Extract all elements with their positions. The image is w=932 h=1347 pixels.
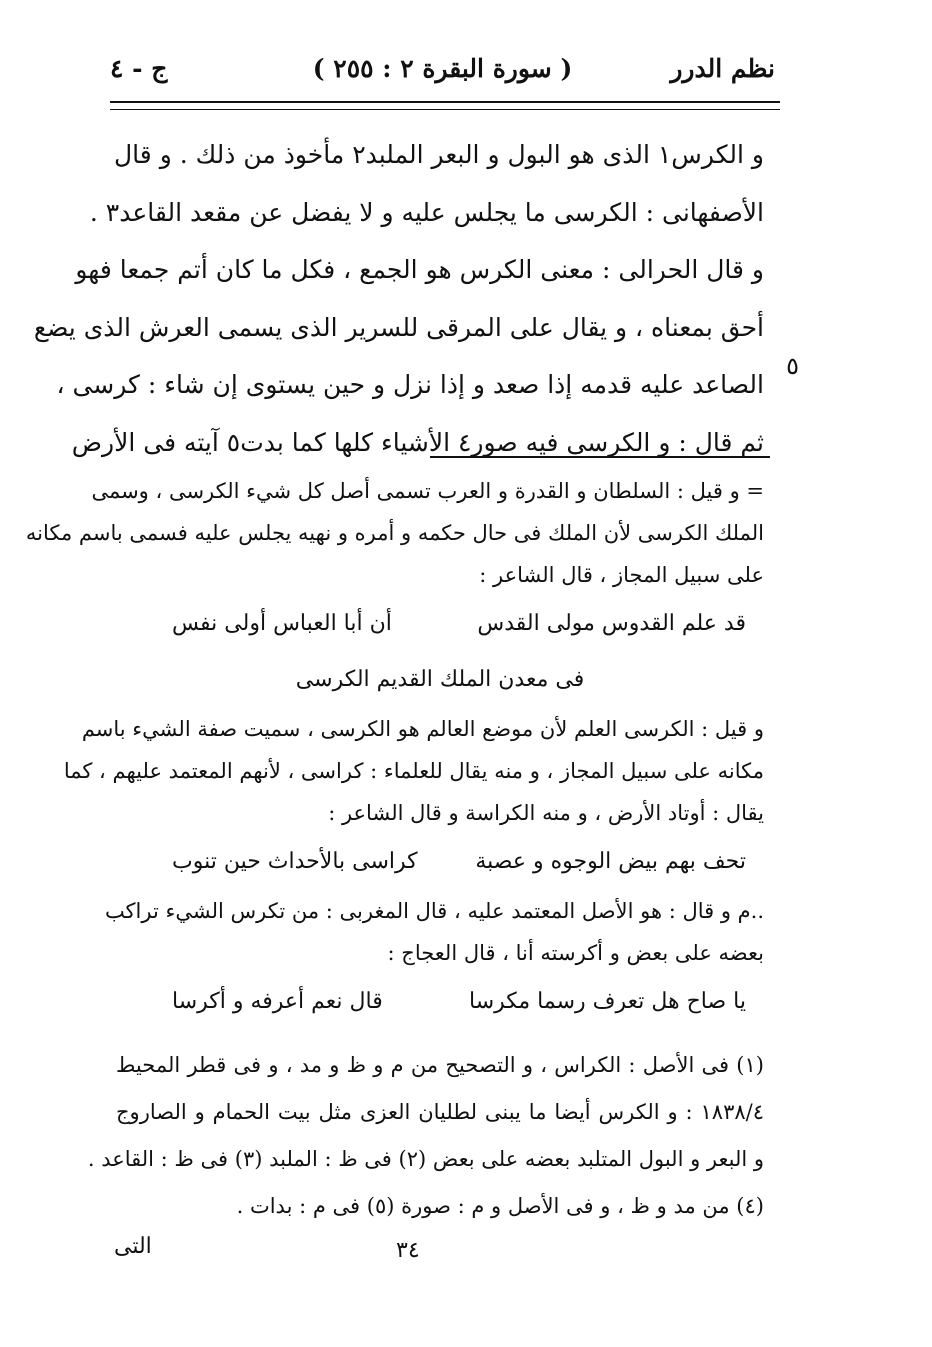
commentary-line: = و قيل : السلطان و القدرة و العرب تسمى أصل كل شيء الكرسى ، وسمى (91, 479, 764, 503)
volume-label: ج - ٤ (110, 54, 168, 83)
poem-verse (116, 596, 764, 652)
header-rule-thick (110, 101, 780, 103)
page-number: ٣٤ (396, 1238, 420, 1263)
main-text-line: الأصفهانى : الكرسى ما يجلس عليه و لا يفضل عن مقعد القاعد٣ . (89, 197, 764, 227)
commentary-line: ..م و قال : هو الأصل المعتمد عليه ، قال المغربى : من تكرس الشيء تراكب (104, 899, 764, 923)
footnote-line: ١٨٣٨/٤ : و الكرس أيضا ما يبنى لطليان العزى مثل بيت الحمام و الصاروج (116, 1100, 764, 1124)
commentary-line: يقال : أوتاد الأرض ، و منه الكراسة و قال الشاعر : (328, 801, 764, 825)
book-title: نظم الدرر (670, 54, 775, 83)
margin-line-number: ٥ (786, 352, 799, 380)
main-text-line: أحق بمعناه ، و يقال على المرقى للسرير الذى يسمى العرش الذى يضع (33, 312, 764, 342)
commentary-block (25, 470, 764, 1030)
footnote-line: (١) فى الأصل : الكراس ، و التصحيح من م و ظ و مد ، و فى قطر المحيط (116, 1053, 764, 1077)
main-text-line: و الكرس١ الذى هو البول و البعر الملبد٢ مأخوذ من ذلك . و قال (114, 140, 764, 169)
running-header (110, 48, 775, 98)
main-text-line: الصاعد عليه قدمه إذا صعد و إذا نزل و حين يستوى إن شاء : كرسى ، (56, 370, 764, 399)
verse-second-hemistich: أن أبا العباس أولى نفس (172, 611, 392, 636)
footnote-line: (٤) من مد و ظ ، و فى الأصل و م : صورة (٥) فى م : بدات . (236, 1194, 764, 1218)
commentary-line: الملك الكرسى لأن الملك فى حال حكمه و أمره و نهيه يجلس عليه فسمى باسم مكانه (25, 521, 764, 545)
main-text (33, 126, 764, 471)
verse-first-hemistich: يا صاح هل تعرف رسما مكرسا (468, 989, 746, 1014)
commentary-separator-rule (430, 456, 770, 458)
commentary-line: بعضه على بعض و أكرسته أنا ، قال العجاج : (387, 941, 764, 965)
verse-second-hemistich: قال نعم أعرفه و أكرسا (172, 989, 383, 1014)
main-text-line: ثم قال : و الكرسى فيه صور٤ الأشياء كلها كما بدت٥ آيته فى الأرض (71, 427, 764, 457)
header-rule-thin (110, 109, 780, 110)
verse-second-hemistich: كراسى بالأحداث حين تنوب (172, 849, 418, 874)
poem-verse (116, 834, 764, 890)
catchword: التى (114, 1234, 152, 1259)
poem-verse (116, 974, 764, 1030)
verse-first-hemistich: قد علم القدوس مولى القدس (477, 611, 746, 636)
footnotes-block (87, 1042, 764, 1230)
verse-line: فى معدن الملك القديم الكرسى (295, 667, 585, 692)
footnote-line: و البعر و البول المتلبد بعضه على بعض (٢) فى ظ : الملبد (٣) فى ظ : القاعد . (87, 1147, 764, 1171)
main-text-line: و قال الحرالى : معنى الكرس هو الجمع ، فكل ما كان أتم جمعا فهو (75, 255, 764, 284)
surah-reference: ( سورة البقرة ٢ : ٢٥٥ ) (312, 54, 573, 83)
verse-first-hemistich: تحف بهم بيض الوجوه و عصبة (475, 849, 746, 874)
commentary-line: مكانه على سبيل المجاز ، و منه يقال للعلماء : كراسى ، لأنهم المعتمد عليهم ، كما (63, 759, 764, 783)
commentary-line: و قيل : الكرسى العلم لأن موضع العالم هو الكرسى ، سميت صفة الشيء باسم (81, 717, 764, 741)
poem-verse (116, 652, 764, 708)
commentary-line: على سبيل المجاز ، قال الشاعر : (479, 563, 764, 587)
